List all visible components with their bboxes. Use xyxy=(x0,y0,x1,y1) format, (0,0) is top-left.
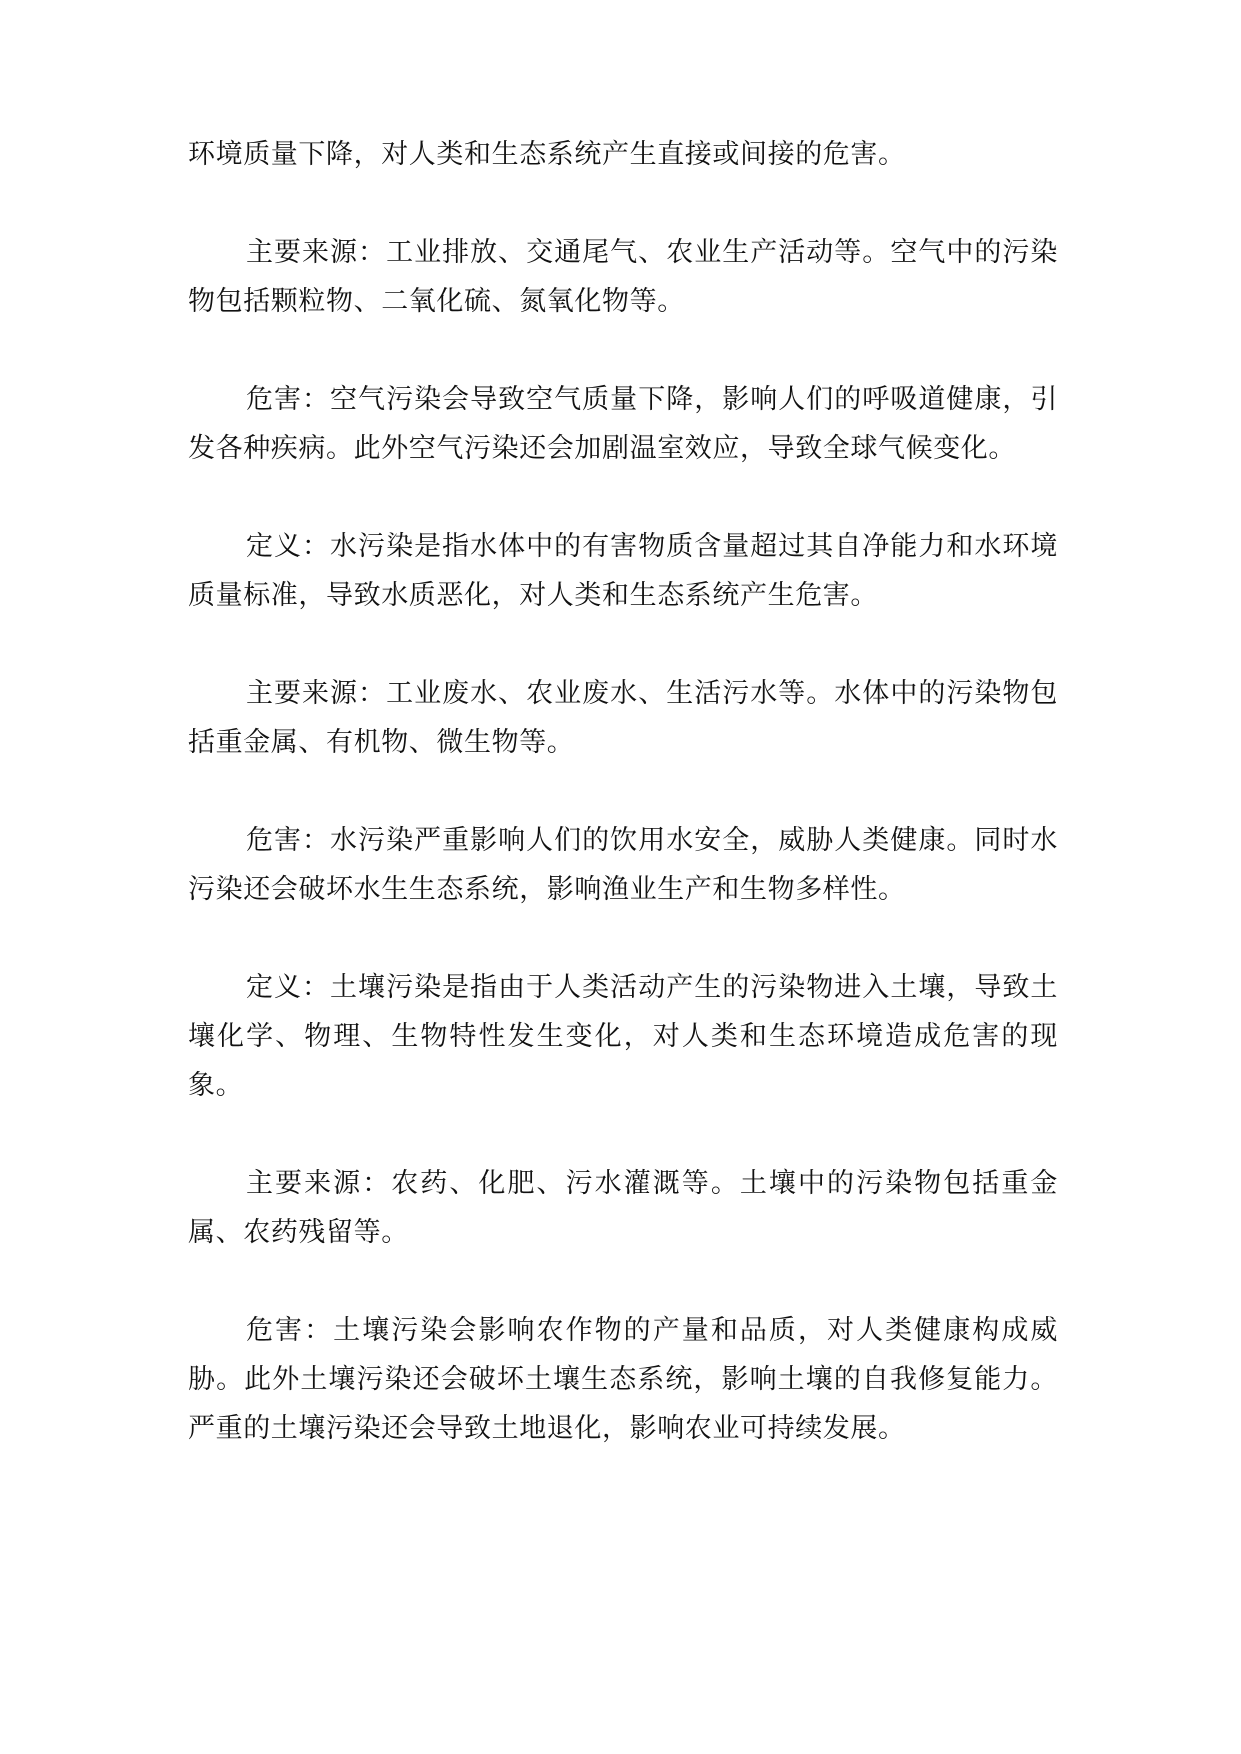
document-body xyxy=(188,130,1058,1453)
paragraph: 定义：土壤污染是指由于人类活动产生的污染物进入土壤，导致土壤化学、物理、生物特性发生变化，对人类和生态环境造成危害的现象。 xyxy=(188,972,1058,1101)
paragraph: 环境质量下降，对人类和生态系统产生直接或间接的危害。 xyxy=(188,139,906,170)
paragraph: 主要来源：工业排放、交通尾气、农业生产活动等。空气中的污染物包括颗粒物、二氧化硫、氮氧化物等。 xyxy=(188,237,1058,317)
paragraph: 主要来源：农药、化肥、污水灌溉等。土壤中的污染物包括重金属、农药残留等。 xyxy=(188,1168,1058,1248)
paragraph: 定义：水污染是指水体中的有害物质含量超过其自净能力和水环境质量标准，导致水质恶化，对人类和生态系统产生危害。 xyxy=(188,531,1058,611)
paragraph: 危害：空气污染会导致空气质量下降，影响人们的呼吸道健康，引发各种疾病。此外空气污染还会加剧温室效应，导致全球气候变化。 xyxy=(188,384,1058,464)
paragraph: 危害：土壤污染会影响农作物的产量和品质，对人类健康构成威胁。此外土壤污染还会破坏土壤生态系统，影响土壤的自我修复能力。严重的土壤污染还会导致土地退化，影响农业可持续发展。 xyxy=(188,1315,1058,1444)
paragraph: 危害：水污染严重影响人们的饮用水安全，威胁人类健康。同时水污染还会破坏水生生态系统，影响渔业生产和生物多样性。 xyxy=(188,825,1058,905)
paragraph: 主要来源：工业废水、农业废水、生活污水等。水体中的污染物包括重金属、有机物、微生物等。 xyxy=(188,678,1058,758)
